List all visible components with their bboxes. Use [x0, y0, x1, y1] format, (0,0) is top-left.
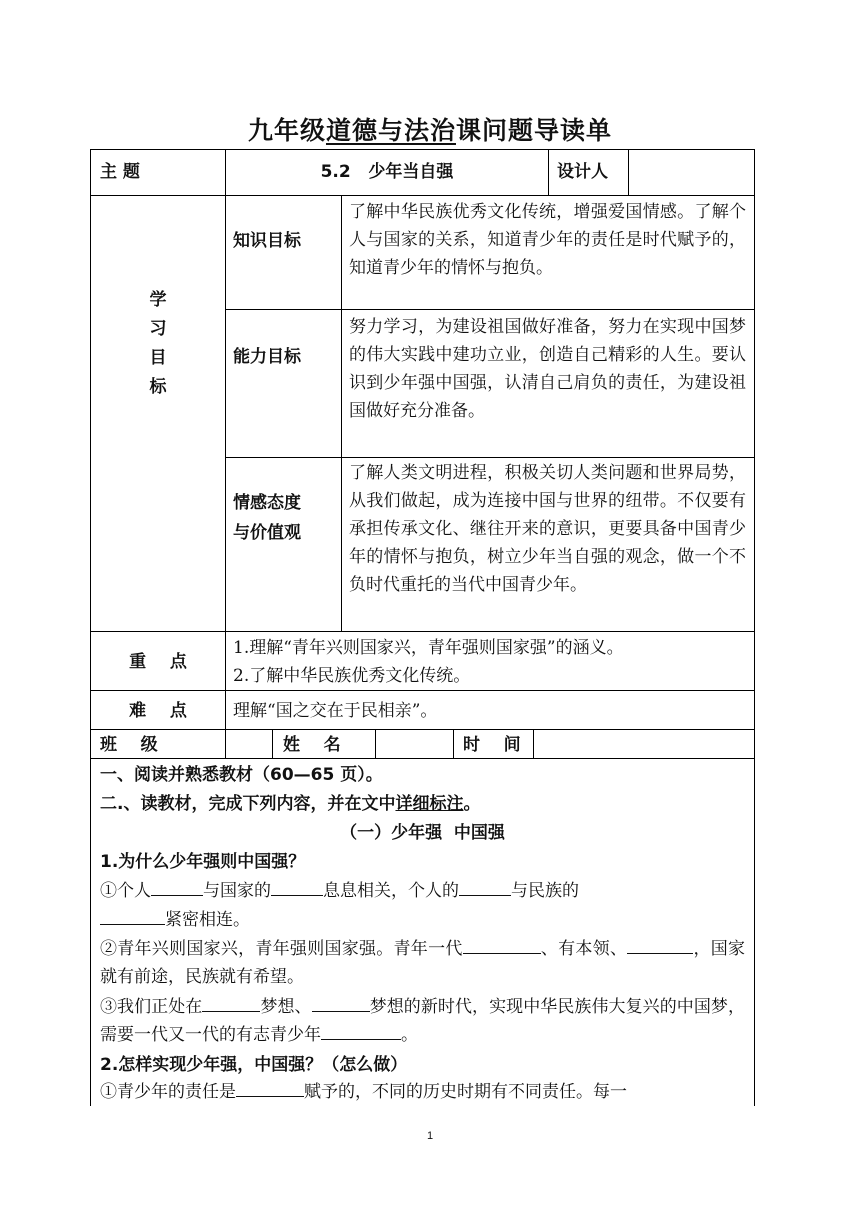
answer-text: 紧密相连。 [165, 910, 250, 930]
answer-text: ①青少年的责任是 [100, 1082, 236, 1102]
answer-text: ，国家就有前途，民族就有希望。 [100, 939, 746, 987]
title-subject: 道德与法治 [325, 116, 456, 145]
question-2: 2.怎样实现少年强，中国强？（怎么做） [100, 1055, 408, 1075]
fill-blank[interactable] [236, 1078, 304, 1097]
difficult-points-label: 难 点 [129, 701, 187, 721]
answer-1-line-2 [100, 906, 250, 934]
answer-b1 [100, 1078, 627, 1106]
topic-value: 5.2 少年当自强 [320, 162, 454, 182]
answer-text: 梦想、 [260, 997, 312, 1017]
attitude-objective-label: 情感态度 与价值观 [233, 493, 301, 543]
answer-text: 。 [401, 1025, 418, 1045]
attitude-objective-text: 了解人类文明进程，积极关切人类问题和世界局势，从我们做起，成为连接中国与世界的纽带。不仅要有承担传承文化、继往开来的意识，更要具备中国青少年的情怀与抱负，树立少年当自强的观念，做一个不负时代重托的当代中国青少年。 [349, 463, 746, 595]
step-2-text: 二.、读教材，完成下列内容，并在文中 [100, 794, 396, 814]
knowledge-objective-label: 知识目标 [233, 231, 301, 251]
step-2-end: 。 [463, 794, 481, 814]
fill-blank[interactable] [312, 993, 370, 1012]
answer-text: 与民族的 [511, 881, 579, 901]
objectives-group-label: 学 习 目 标 [149, 290, 167, 397]
title-suffix: 课问题导读单 [456, 116, 613, 145]
fill-blank[interactable] [271, 877, 323, 896]
answer-text: ①个人 [100, 881, 151, 901]
answer-text: ③我们正处在 [100, 997, 203, 1017]
key-point-2: 2.了解中华民族优秀文化传统。 [233, 666, 471, 686]
difficult-point-text: 理解“国之交在于民相亲”。 [233, 701, 438, 721]
page-number: 1 [426, 1130, 434, 1142]
key-points-label: 重 点 [129, 652, 187, 672]
answer-1-line-1 [100, 877, 579, 905]
answer-3 [100, 993, 745, 1049]
fill-blank[interactable] [459, 877, 511, 896]
fill-blank[interactable] [463, 935, 541, 954]
document-title [0, 111, 860, 147]
name-label: 姓 名 [283, 735, 341, 755]
fill-blank[interactable] [321, 1021, 401, 1040]
answer-text: 、有本领、 [540, 939, 628, 959]
answer-text: ②青年兴则国家兴，青年强则国家强。青年一代 [100, 939, 463, 959]
step-1: 一、阅读并熟悉教材（60—65 页）。 [100, 765, 383, 785]
fill-blank[interactable] [202, 993, 260, 1012]
topic-label: 主 题 [100, 162, 140, 182]
ability-objective-text: 努力学习，为建设祖国做好准备，努力在实现中国梦的伟大实践中建功立业，创造自己精彩的人生。要认识到少年强中国强，认清自己肩负的责任，为建设祖国做好充分准备。 [349, 317, 746, 421]
title-prefix: 九年级 [247, 116, 326, 145]
knowledge-objective-text: 了解中华民族优秀文化传统，增强爱国情感。了解个人与国家的关系，知道青少年的责任是时代赋予的，知道青少年的情怀与抱负。 [349, 202, 746, 278]
class-field[interactable] [226, 731, 272, 757]
answer-text: 赋予的，不同的历史时期有不同责任。每一 [304, 1082, 627, 1102]
answer-text: 梦想的新时代，实现中华民族伟大复兴的中国梦，需要一代又一代的有志青少年 [100, 997, 745, 1045]
answer-2 [100, 935, 745, 991]
answer-text: 息息相关，个人的 [323, 881, 459, 901]
fill-blank[interactable] [100, 906, 165, 925]
class-label: 班 级 [100, 735, 158, 755]
time-field[interactable] [534, 731, 754, 757]
fill-blank[interactable] [627, 935, 693, 954]
name-field[interactable] [376, 731, 453, 757]
key-point-1: 1.理解“青年兴则国家兴，青年强则国家强”的涵义。 [233, 638, 624, 658]
question-1: 1.为什么少年强则中国强？ [100, 852, 306, 872]
step-2-underlined: 详细标注 [395, 794, 464, 814]
step-2 [100, 790, 480, 818]
ability-objective-label: 能力目标 [233, 347, 301, 367]
fill-blank[interactable] [151, 877, 203, 896]
answer-text: 与国家的 [203, 881, 271, 901]
time-label: 时 间 [463, 735, 521, 755]
designer-label: 设计人 [557, 162, 608, 182]
section-title: （一）少年强 中国强 [340, 823, 505, 843]
